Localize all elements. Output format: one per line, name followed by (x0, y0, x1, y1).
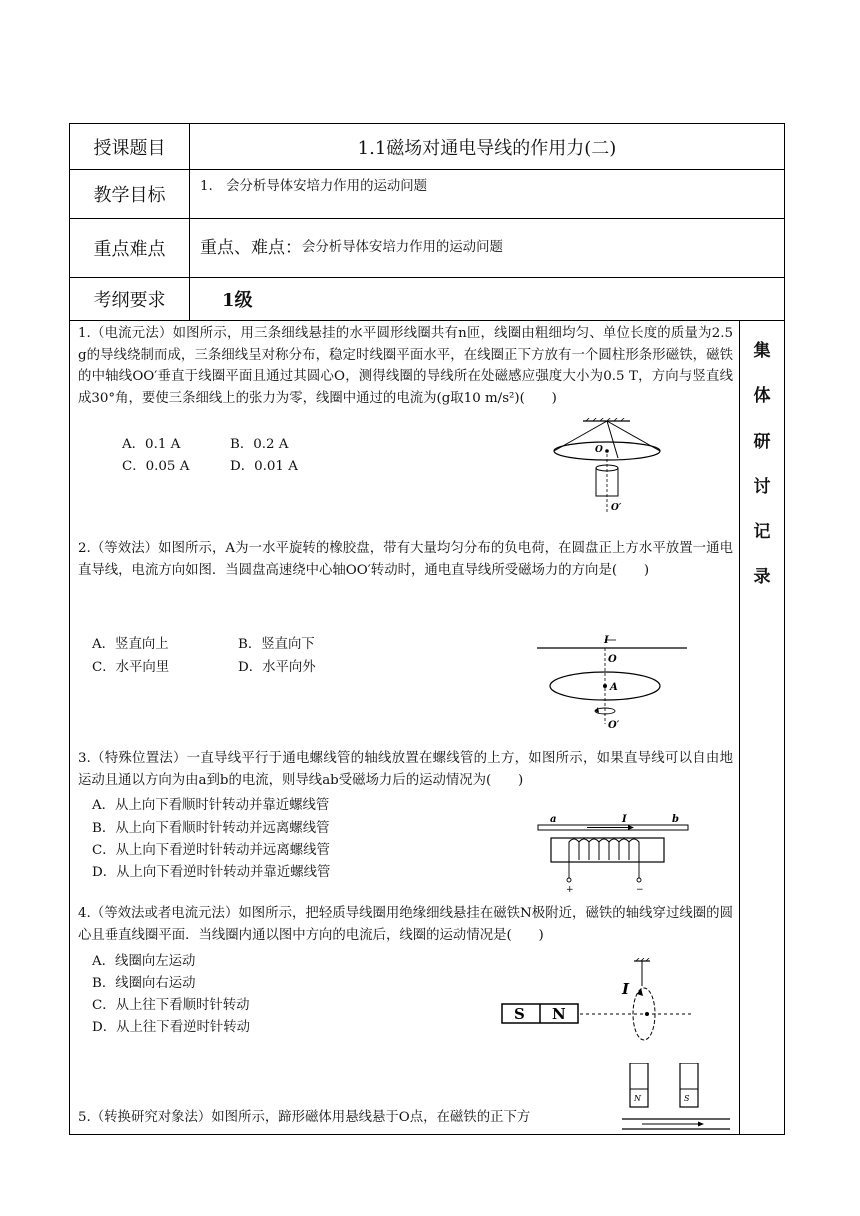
q2-label-o: O (608, 654, 617, 665)
q2-option-d: D．水平向外 (238, 660, 316, 675)
q2-figure-rotating-disc (532, 632, 692, 732)
q3-label-a: a (550, 814, 557, 825)
q2-label-i: I (604, 635, 609, 646)
subject-value: 1.1磁场对通电导线的作用力(二) (357, 137, 617, 159)
q4-option-a: A．线圈向左运动 (92, 954, 196, 969)
q4-label-i: I (622, 980, 630, 998)
lesson-plan-table (69, 123, 785, 1135)
question-2-text: 2.（等效法）如图所示，A为一水平旋转的橡胶盘，带有大量均匀分布的负电荷，在圆盘正上方水平放置一通电直导线，电流方向如图．当圆盘高速绕中心轴OO′转动时，通电直导线所受磁场力的方向是( ) (78, 541, 733, 578)
q3-option-d: D．从上向下看逆时针转动并靠近螺线管 (92, 865, 331, 880)
q1-figure-coil-magnet (548, 418, 663, 513)
row-keypoints (69, 218, 785, 277)
side-char-5: 记 (753, 522, 771, 542)
q3-label-b: b (672, 814, 679, 825)
q4-figure-coil-near-magnet (500, 958, 700, 1048)
q2-option-c: C．水平向里 (92, 660, 170, 675)
question-1-text: 1.（电流元法）如图所示，用三条细线悬挂的水平圆形线圈共有n匝，线圈由粗细均匀、单位长度的质量为2.5 g的导线绕制而成，三条细线呈对称分布，稳定时线圈平面水平，在线圈正下方放有一个圆柱形条形磁铁，磁铁的中轴线OO′垂直于线圈平面且通过其圆心O，测得线圈的导线所在处磁感应强度大小为0.5 T，方向与竖直线成30°角，要使三条细线上的张力为零，线圈中通过的电流为(g取10 m/s²)( ) (78, 326, 733, 406)
q1-option-a: A．0.1 A (122, 437, 181, 452)
q5-label-n: N (634, 1094, 641, 1103)
side-char-6: 录 (753, 567, 771, 587)
q1-label-o-prime: O′ (611, 503, 622, 513)
goal-label: 教学目标 (70, 170, 190, 218)
row-subject (69, 123, 785, 169)
side-char-1: 集 (753, 341, 771, 361)
question-4-text: 4.（等效法或者电流元法）如图所示，把轻质导线圈用绝缘细线悬挂在磁铁N极附近，磁铁的轴线穿过线圈的圆心且垂直线圈平面．当线圈内通以图中方向的电流后，线圈的运动情况是( ) (78, 906, 733, 943)
q2-option-a: A．竖直向上 (92, 637, 169, 652)
key-prefix: 重点、难点： (200, 237, 302, 258)
q4-option-b: B．线圈向右运动 (92, 976, 196, 991)
syllabus-label: 考纲要求 (70, 278, 190, 320)
goal-value: 1. 会分析导体安培力作用的运动问题 (200, 179, 428, 194)
q4-label-n: N (552, 1005, 566, 1023)
syllabus-value: 1级 (222, 290, 253, 311)
q3-option-a: A．从上向下看顺时针转动并靠近螺线管 (92, 798, 330, 813)
q3-label-minus: − (636, 885, 644, 895)
q3-label-plus: + (566, 885, 574, 895)
subject-label: 授课题目 (70, 124, 190, 169)
side-char-4: 讨 (753, 477, 771, 497)
q2-label-o-prime: O′ (608, 720, 620, 731)
key-value-cell (190, 219, 784, 277)
key-label: 重点难点 (70, 219, 190, 277)
question-3-text: 3.（特殊位置法）一直导线平行于通电螺线管的轴线放置在螺线管的上方，如图所示，如果直导线可以自由地运动且通以方向为由a到b的电流，则导线ab受磁场力后的运动情况为( ) (78, 751, 733, 788)
q2-label-a: A (610, 682, 618, 693)
q5-figure-horseshoe-magnet (622, 1063, 732, 1136)
q3-figure-wire-solenoid (532, 813, 700, 895)
q1-label-o: O (595, 445, 603, 455)
q1-option-c: C．0.05 A (122, 459, 190, 474)
q3-option-b: B．从上向下看顺时针转动并远离螺线管 (92, 821, 330, 836)
q1-option-b: B．0.2 A (230, 437, 289, 452)
main-content-area (69, 320, 785, 1135)
q4-label-s: S (514, 1005, 525, 1023)
q5-label-s: S (684, 1094, 690, 1103)
row-syllabus (69, 277, 785, 320)
q4-option-d: D．从上往下看逆时针转动 (92, 1020, 251, 1035)
q3-label-i: I (622, 814, 627, 825)
side-char-3: 研 (753, 432, 771, 452)
row-goal (69, 169, 785, 218)
questions-column (70, 321, 740, 1134)
q3-option-c: C．从上向下看逆时针转动并远离螺线管 (92, 843, 330, 858)
q4-option-c: C．从上往下看顺时针转动 (92, 998, 250, 1013)
q2-option-b: B．竖直向下 (238, 637, 315, 652)
side-char-2: 体 (753, 386, 771, 406)
discussion-record-column (740, 321, 784, 1134)
key-value: 会分析导体安培力作用的运动问题 (302, 239, 503, 255)
q1-option-d: D．0.01 A (230, 459, 298, 474)
question-5-text: 5.（转换研究对象法）如图所示，蹄形磁体用悬线悬于O点，在磁铁的正下方 (78, 1110, 531, 1125)
